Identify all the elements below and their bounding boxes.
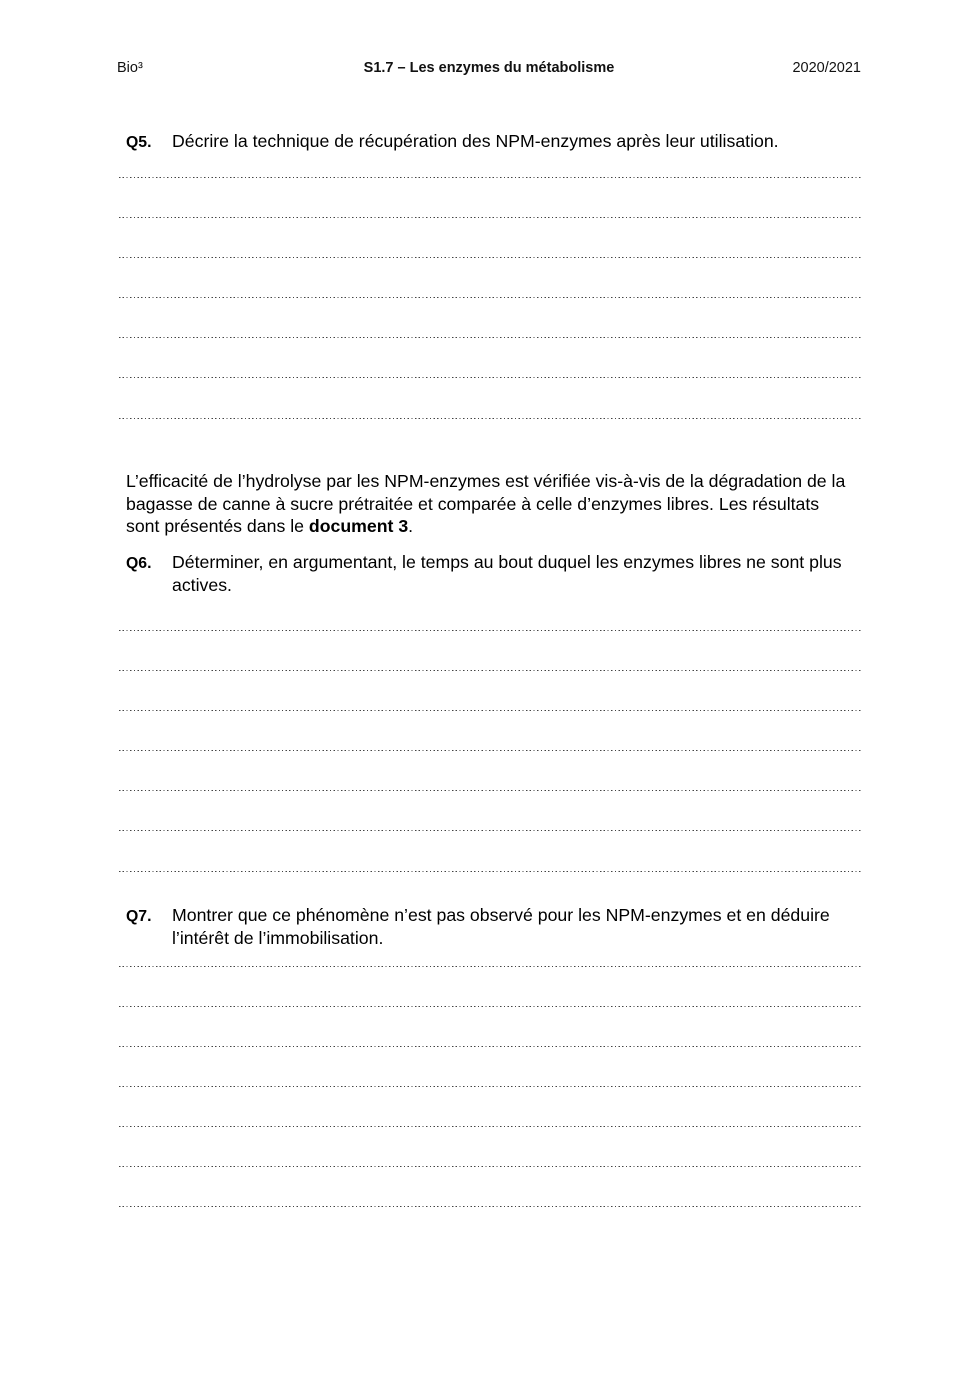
question-text-line: Montrer que ce phénomène n’est pas observé pour les NPM-enzymes et en déduire [172,905,830,925]
answer-line [119,418,861,419]
answer-line [119,871,861,872]
header-course: Bio³ [117,60,143,76]
question-text [172,130,779,153]
question-text-line: Déterminer, en argumentant, le temps au bout duquel les enzymes libres ne sont plus [172,552,842,572]
question-text [172,551,842,596]
paragraph-end: . [408,516,414,536]
answer-line [119,630,861,631]
paragraph-text: sont présentés dans le [126,516,309,536]
answer-line [119,1126,861,1127]
paragraph-line: L’efficacité de l’hydrolyse par les NPM-enzymes est vérifiée vis-à-vis de la dégradation de la [126,471,846,491]
header-title: S1.7 – Les enzymes du métabolisme [363,60,615,76]
question-text-line: l’intérêt de l’immobilisation. [172,927,384,948]
question-label: Q7. [126,908,152,925]
intro-paragraph [126,470,845,538]
question-q7 [126,904,830,949]
paragraph-line: bagasse de canne à sucre prétraitée et comparée à celle d’enzymes libres. Les résultats [126,493,820,514]
answer-line [119,297,861,298]
paragraph-line [126,515,845,538]
answer-line [119,1006,861,1007]
answer-line [119,670,861,671]
answer-line [119,1166,861,1167]
answer-line [119,177,861,178]
answer-line [119,830,861,831]
answer-line [119,710,861,711]
header-year: 2020/2021 [792,60,861,76]
question-text-line: actives. [172,574,232,595]
question-label: Q6. [126,555,152,572]
answer-line [119,377,861,378]
question-text [172,904,830,949]
answer-line [119,790,861,791]
answer-line [119,1046,861,1047]
document-reference: document 3 [308,516,409,536]
answer-line [119,217,861,218]
question-q5 [126,130,779,155]
answer-line [119,750,861,751]
answer-line [119,337,861,338]
answer-line [119,1206,861,1207]
question-text-line: Décrire la technique de récupération des NPM-enzymes après leur utilisation. [172,131,779,151]
answer-line [119,257,861,258]
question-label: Q5. [126,134,152,151]
answer-line [119,1086,861,1087]
question-q6 [126,551,842,596]
answer-line [119,966,861,967]
